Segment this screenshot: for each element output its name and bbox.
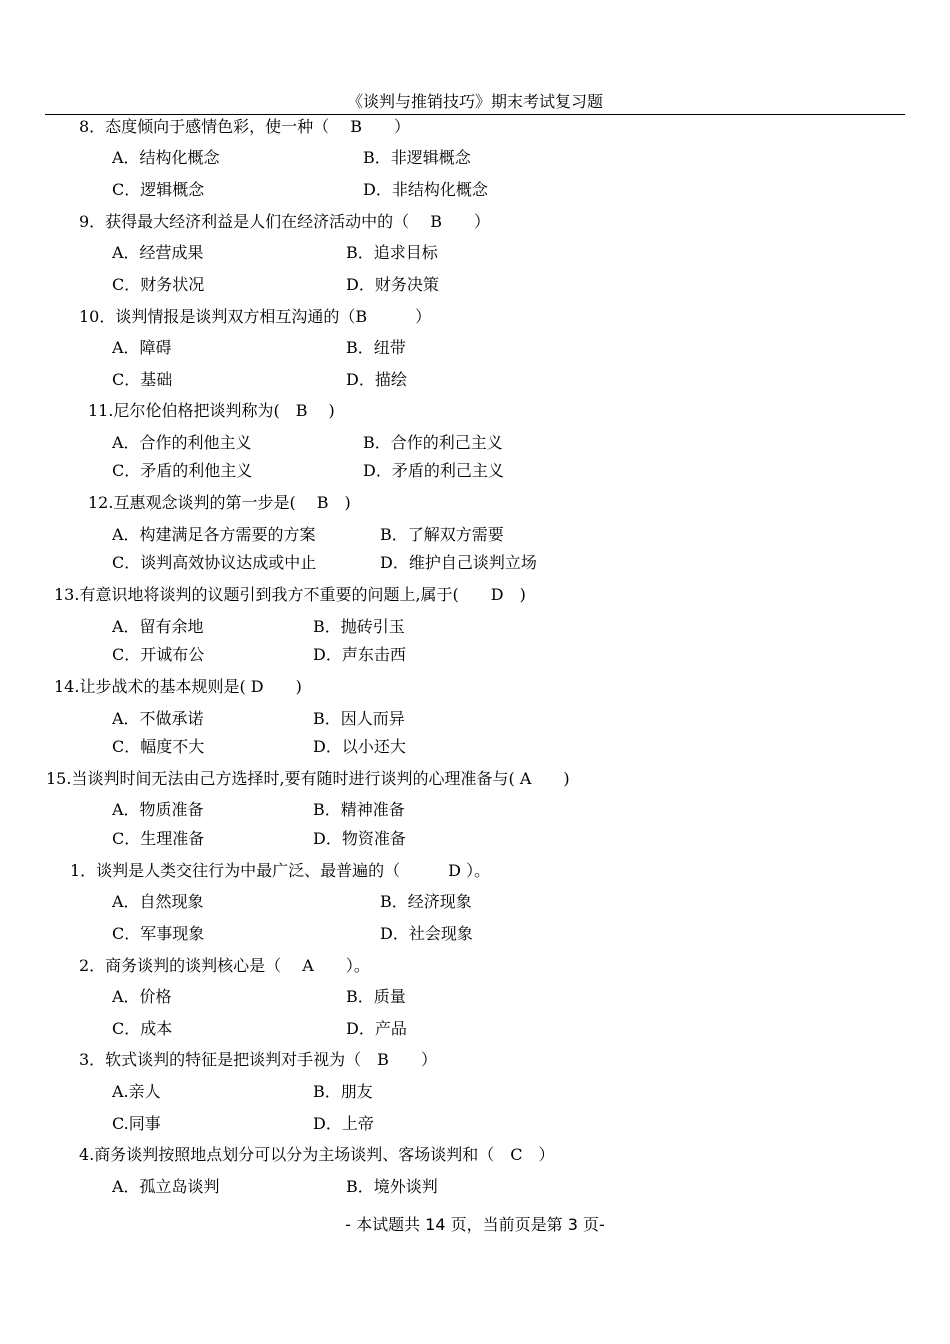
question-option: A．价格 [112,987,172,1006]
question-option: C．逻辑概念 [112,180,205,199]
page-footer: - 本试题共 14 页，当前页是第 3 页- [345,1215,605,1234]
question-option: D．物资准备 [313,829,406,848]
question-option: C．成本 [112,1019,173,1038]
question-option: D．财务决策 [346,275,439,294]
question-option: B．质量 [346,987,406,1006]
question-option: C.同事 [112,1114,161,1133]
question-option: D．声东击西 [313,645,406,664]
question-option: C．生理准备 [112,829,205,848]
question-option: C．矛盾的利他主义 [112,461,253,480]
question-option: C．开诚布公 [112,645,205,664]
question-option: B．境外谈判 [346,1177,438,1196]
question-option: B．精神准备 [313,800,405,819]
question-option: C．财务状况 [112,275,205,294]
question-stem: 8．态度倾向于感情色彩，使一种（ B ） [79,117,411,136]
question-option: A．经营成果 [112,243,204,262]
question-stem: 4.商务谈判按照地点划分可以分为主场谈判、客场谈判和（ C ） [79,1145,555,1164]
page-header-title: 《谈判与推销技巧》期末考试复习题 [346,92,603,111]
question-stem: 14.让步战术的基本规则是( D ) [54,677,302,696]
question-stem: 13.有意识地将谈判的议题引到我方不重要的问题上,属于( D ) [54,585,526,604]
question-option: A．不做承诺 [112,709,204,728]
question-option: C．幅度不大 [112,737,205,756]
question-option: B．纽带 [346,338,406,357]
question-option: D．以小还大 [313,737,406,756]
question-option: A．合作的利他主义 [112,433,252,452]
question-option: D．社会现象 [380,924,473,943]
question-option: B．了解双方需要 [380,525,504,544]
question-stem: 10．谈判情报是谈判双方相互沟通的（B ） [79,307,432,326]
question-option: D．描绘 [346,370,407,389]
question-option: D．矛盾的利己主义 [363,461,504,480]
question-option: A．构建满足各方需要的方案 [112,525,316,544]
question-stem: 3．软式谈判的特征是把谈判对手视为（ B ） [79,1050,437,1069]
question-option: A．障碍 [112,338,172,357]
question-stem: 12.互惠观念谈判的第一步是( B ) [88,493,351,512]
question-option: B．经济现象 [380,892,472,911]
question-option: D．上帝 [313,1114,374,1133]
question-option: C．谈判高效协议达成或中止 [112,553,317,572]
question-option: D．产品 [346,1019,407,1038]
question-option: D．维护自己谈判立场 [380,553,537,572]
question-option: B．追求目标 [346,243,438,262]
question-option: C．基础 [112,370,173,389]
question-option: B．朋友 [313,1082,373,1101]
question-option: A．物质准备 [112,800,204,819]
question-stem: 2．商务谈判的谈判核心是（ A ）。 [79,956,370,975]
question-option: C．军事现象 [112,924,205,943]
question-stem: 1．谈判是人类交往行为中最广泛、最普遍的（ D ）。 [70,861,491,880]
question-option: A．孤立岛谈判 [112,1177,220,1196]
question-option: D．非结构化概念 [363,180,488,199]
header-divider [45,114,905,115]
question-option: B．因人而异 [313,709,405,728]
question-option: B．合作的利己主义 [363,433,503,452]
question-option: B．抛砖引玉 [313,617,405,636]
question-stem: 9．获得最大经济利益是人们在经济活动中的（ B ） [79,212,491,231]
question-stem: 15.当谈判时间无法由己方选择时,要有随时进行谈判的心理准备与( A ) [46,769,570,788]
question-option: A．留有余地 [112,617,204,636]
question-option: B．非逻辑概念 [363,148,471,167]
question-stem: 11.尼尔伦伯格把谈判称为( B ) [88,401,335,420]
question-option: A.亲人 [112,1082,161,1101]
question-option: A．结构化概念 [112,148,220,167]
question-option: A．自然现象 [112,892,204,911]
